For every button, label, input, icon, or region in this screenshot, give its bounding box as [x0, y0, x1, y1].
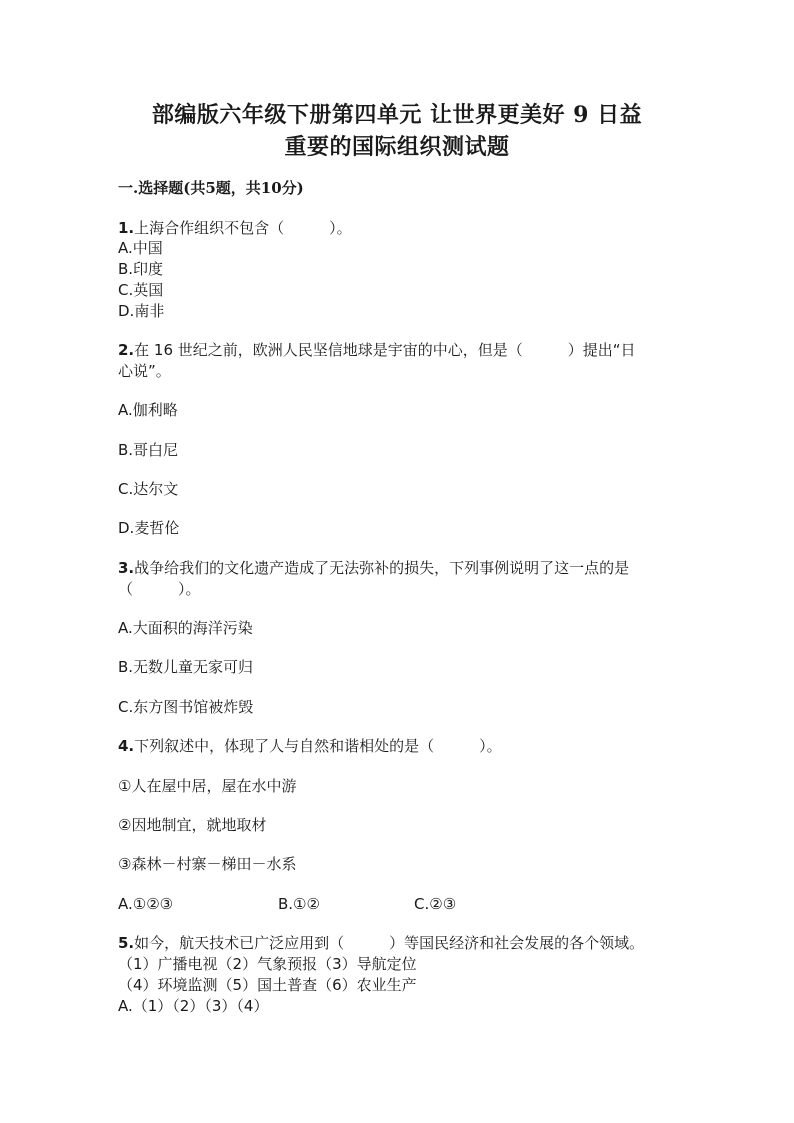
- statement-5-2: （4）环境监测（5）国土普查（6）农业生产: [118, 976, 417, 994]
- question-text: 如今，航天技术已广泛应用到（ ）等国民经济和社会发展的各个领域。: [134, 934, 645, 952]
- question-number: 2.: [118, 341, 135, 359]
- question-4: [118, 736, 502, 756]
- option-5a: A.（1）（2）（3）（4）: [118, 997, 269, 1015]
- statement-4-3: ③森林－村寨－梯田－水系: [118, 855, 297, 873]
- option-1c: C.英国: [118, 281, 164, 299]
- option-2a: A.伽利略: [118, 401, 178, 419]
- question-3-continuation: （ ）。: [118, 580, 201, 598]
- section-heading: 一.选择题(共5题，共10分): [118, 179, 304, 197]
- option-3b: B.无数儿童无家可归: [118, 658, 254, 676]
- question-2-continuation: 心说”。: [118, 362, 171, 380]
- question-number: 5.: [118, 934, 135, 952]
- statement-4-1: ①人在屋中居，屋在水中游: [118, 777, 297, 795]
- option-4c: C.②③: [414, 895, 457, 913]
- option-1d: D.南非: [118, 302, 165, 320]
- question-text: 战争给我们的文化遗产造成了无法弥补的损失，下列事例说明了这一点的是: [134, 559, 630, 577]
- option-3c: C.东方图书馆被炸毁: [118, 698, 254, 716]
- question-3: [118, 558, 629, 578]
- question-text: 下列叙述中，体现了人与自然和谐相处的是（ ）。: [134, 737, 502, 755]
- question-number: 1.: [118, 219, 135, 237]
- option-4a: A.①②③: [118, 895, 174, 913]
- option-3a: A.大面积的海洋污染: [118, 619, 253, 637]
- question-text: 上海合作组织不包含（ ）。: [134, 219, 352, 237]
- question-text: 在 16 世纪之前，欧洲人民坚信地球是宇宙的中心，但是（ ）提出“日: [134, 341, 636, 359]
- document-title-line-2: 重要的国际组织测试题: [284, 134, 510, 160]
- statement-5-1: （1）广播电视（2）气象预报（3）导航定位: [118, 955, 417, 973]
- question-number: 4.: [118, 737, 135, 755]
- question-2: [118, 340, 636, 360]
- option-1b: B.印度: [118, 260, 164, 278]
- option-2c: C.达尔文: [118, 480, 179, 498]
- statement-4-2: ②因地制宜，就地取材: [118, 816, 267, 834]
- option-2d: D.麦哲伦: [118, 519, 180, 537]
- question-1: [118, 218, 352, 238]
- option-4b: B.①②: [278, 895, 320, 913]
- question-5: [118, 933, 644, 953]
- option-2b: B.哥白尼: [118, 441, 179, 459]
- question-number: 3.: [118, 559, 135, 577]
- document-title-line-1: 部编版六年级下册第四单元 让世界更美好 9 日益: [151, 102, 643, 128]
- option-1a: A.中国: [118, 239, 163, 257]
